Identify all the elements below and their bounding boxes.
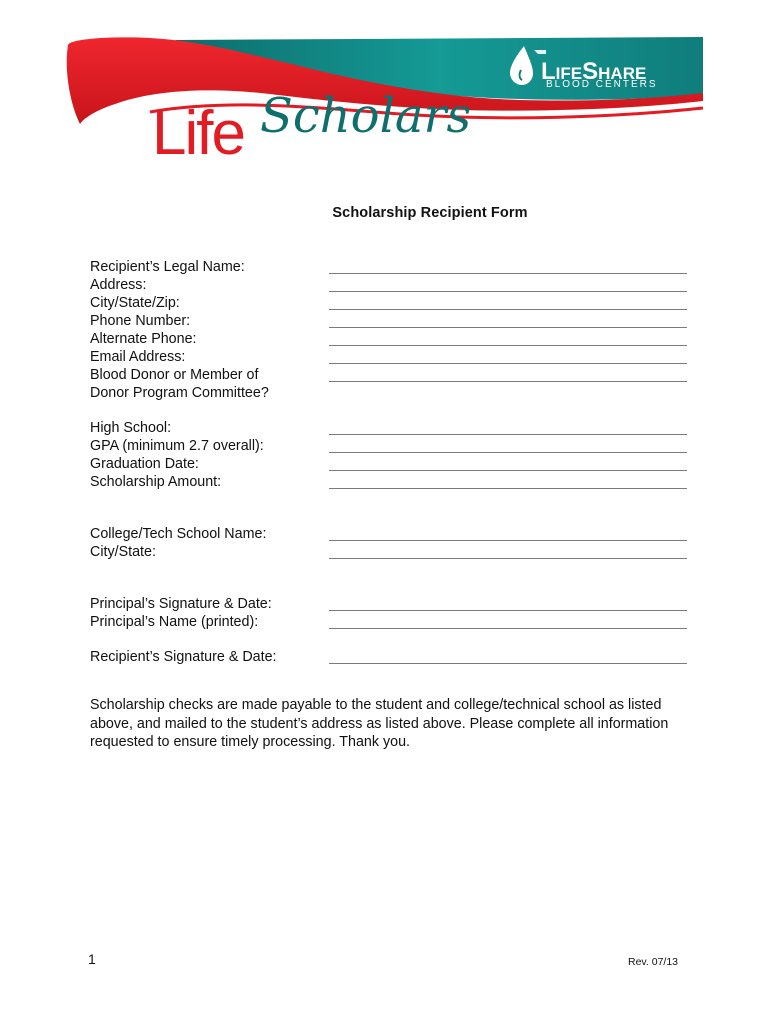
city-state-zip-line[interactable] — [329, 309, 687, 310]
field-graduation-date — [90, 455, 690, 473]
field-label: College/Tech School Name: — [90, 526, 267, 542]
field-email — [90, 348, 690, 366]
field-high-school — [90, 419, 690, 437]
logo-ife: IFE — [555, 64, 583, 83]
field-label: Phone Number: — [90, 313, 191, 329]
payment-note: Scholarship checks are made payable to the student and college/technical school as listed above, and mailed to the student’s address as listed above. Please complete all information requested to ensure timely processing. Thank you. — [90, 697, 669, 750]
field-address — [90, 276, 690, 294]
logo-letter-l: L — [541, 58, 556, 85]
program-title-life: Life — [152, 99, 244, 168]
recipient-signature-line[interactable] — [329, 663, 687, 664]
revision-label: Rev. 07/13 — [628, 956, 679, 968]
program-title-scholars: Scholars — [260, 88, 472, 144]
graduation-date-line[interactable] — [329, 470, 687, 471]
blood-donor-line[interactable] — [329, 381, 687, 382]
field-label: GPA (minimum 2.7 overall): — [90, 438, 264, 454]
field-city-state-zip — [90, 294, 690, 312]
field-label: Recipient’s Signature & Date: — [90, 649, 277, 665]
field-label: High School: — [90, 420, 172, 436]
field-scholarship-amount — [90, 473, 690, 491]
field-blood-donor-cont — [90, 384, 690, 402]
field-label: Graduation Date: — [90, 456, 199, 472]
logo-letter-s: S — [582, 58, 599, 85]
logo-subtitle: BLOOD CENTERS — [546, 79, 658, 90]
field-label: Email Address: — [90, 349, 186, 365]
field-label: Principal’s Signature & Date: — [90, 596, 272, 612]
field-college-city-state — [90, 543, 690, 561]
field-legal-name — [90, 258, 690, 276]
scholarship-amount-line[interactable] — [329, 488, 687, 489]
field-label: Address: — [90, 277, 147, 293]
field-college-name — [90, 525, 690, 543]
field-label: Donor Program Committee? — [90, 385, 269, 401]
field-gpa — [90, 437, 690, 455]
high-school-line[interactable] — [329, 434, 687, 435]
gpa-line[interactable] — [329, 452, 687, 453]
college-city-state-line[interactable] — [329, 558, 687, 559]
field-blood-donor — [90, 366, 690, 384]
field-label: Scholarship Amount: — [90, 474, 222, 490]
email-line[interactable] — [329, 363, 687, 364]
field-label: Recipient’s Legal Name: — [90, 259, 245, 275]
field-alt-phone — [90, 330, 690, 348]
field-phone — [90, 312, 690, 330]
field-label: City/State: — [90, 544, 156, 560]
field-label: City/State/Zip: — [90, 295, 180, 311]
principal-signature-line[interactable] — [329, 610, 687, 611]
legal-name-line[interactable] — [329, 273, 687, 274]
principal-name-line[interactable] — [329, 628, 687, 629]
college-name-line[interactable] — [329, 540, 687, 541]
address-line[interactable] — [329, 291, 687, 292]
field-principal-signature — [90, 595, 690, 613]
field-label: Principal’s Name (printed): — [90, 614, 259, 630]
field-label: Blood Donor or Member of — [90, 367, 259, 383]
logo-hare: HARE — [598, 64, 647, 83]
page-number: 1 — [88, 951, 96, 967]
form-title: Scholarship Recipient Form — [332, 205, 528, 221]
field-recipient-signature — [90, 648, 690, 666]
field-principal-name — [90, 613, 690, 631]
alt-phone-line[interactable] — [329, 345, 687, 346]
phone-line[interactable] — [329, 327, 687, 328]
field-label: Alternate Phone: — [90, 331, 197, 347]
